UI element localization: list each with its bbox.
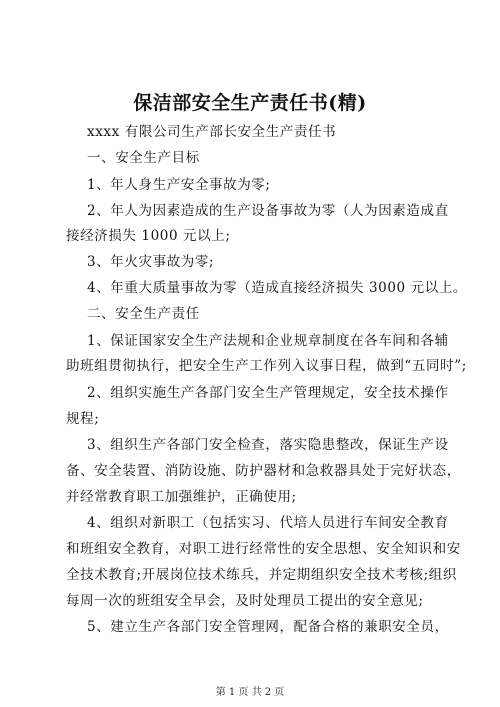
duty-item-4: 4、组织对新职工（包括实习、代培人员进行车间安全教育 bbox=[87, 515, 449, 531]
duty-item-2: 2、组织实施生产各部门安全生产管理规定，安全技术操作 bbox=[87, 385, 449, 401]
goal-item-4: 4、年重大质量事故为零（造成直接经济损失 3000 元以上。 bbox=[87, 280, 468, 296]
duty-item-1: 1、保证国家安全生产法规和企业规章制度在各车间和各辅 bbox=[87, 333, 449, 349]
section-heading-duties: 二、安全生产责任 bbox=[87, 306, 200, 322]
section-heading-goals: 一、安全生产目标 bbox=[87, 150, 200, 166]
duty-item-2-cont: 规程; bbox=[66, 411, 100, 427]
duty-item-5: 5、建立生产各部门安全管理网，配备合格的兼职安全员， bbox=[87, 619, 449, 635]
duty-item-4-cont-1: 和班组安全教育，对职工进行经常性的安全思想、安全知识和安 bbox=[66, 541, 461, 557]
goal-item-2-cont: 接经济损失 1000 元以上; bbox=[66, 228, 231, 244]
document-title: 保洁部安全生产责任书(精) bbox=[133, 92, 367, 114]
duty-item-3-cont-1: 备、安全装置、消防设施、防护器材和急救器具处于完好状态， bbox=[66, 463, 461, 479]
duty-item-1-cont: 助班组贯彻执行，把安全生产工作列入议事日程，做到“五同时”; bbox=[66, 358, 467, 374]
goal-item-3: 3、年火灾事故为零; bbox=[87, 254, 215, 270]
duty-item-3: 3、组织生产各部门安全检查，落实隐患整改，保证生产设 bbox=[87, 437, 449, 453]
page-footer: 第 1 页 共 2 页 bbox=[215, 687, 285, 698]
duty-item-4-cont-3: 每周一次的班组安全早会，及时处理员工提出的安全意见; bbox=[66, 593, 424, 609]
goal-item-2: 2、年人为因素造成的生产设备事故为零（人为因素造成直 bbox=[87, 203, 449, 219]
duty-item-3-cont-2: 并经常教育职工加强维护，正确使用; bbox=[66, 489, 297, 505]
duty-item-4-cont-2: 全技术教育;开展岗位技术练兵，并定期组织安全技术考核;组织 bbox=[66, 567, 457, 583]
company-heading: xxxx 有限公司生产部长安全生产责任书 bbox=[87, 124, 337, 140]
goal-item-1: 1、年人身生产安全事故为零; bbox=[87, 177, 271, 193]
